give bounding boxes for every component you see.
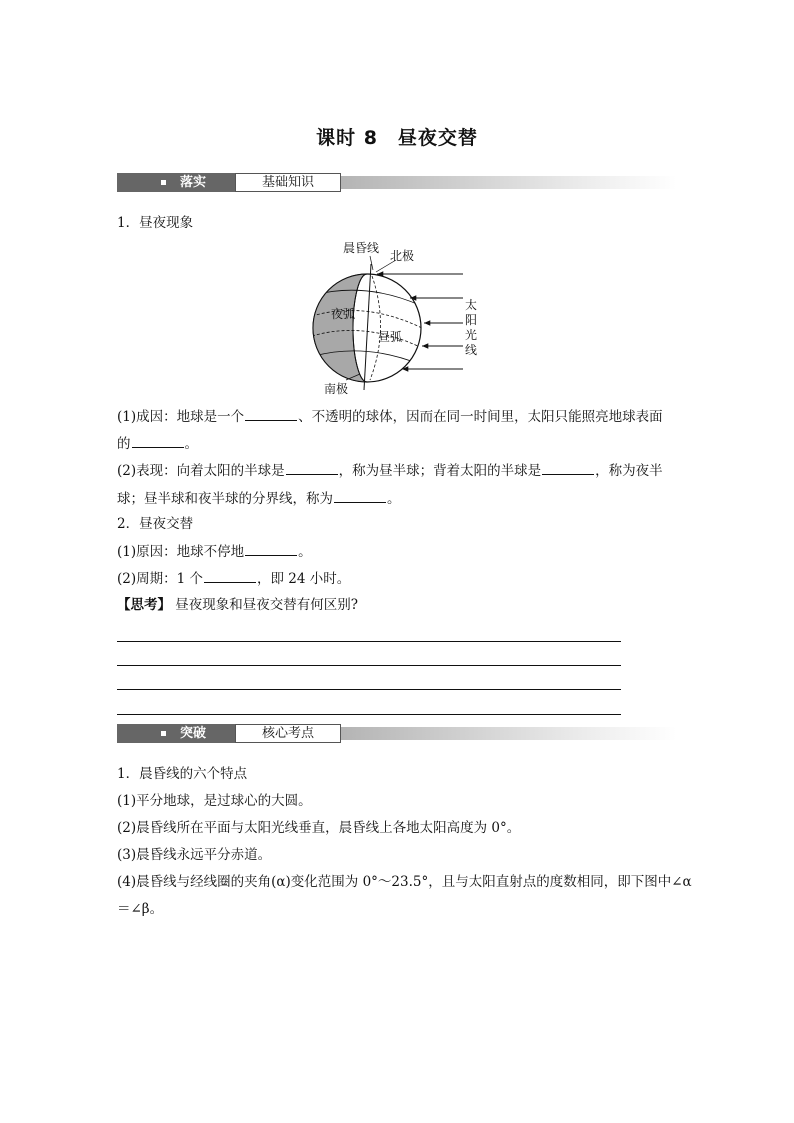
square-icon — [161, 180, 166, 185]
feature-item-4-cont: ＝∠β。 — [117, 901, 164, 917]
section-label: 核心考点 — [235, 724, 341, 743]
page-title: 课时 8 昼夜交替 — [316, 127, 478, 149]
cause-line-2 — [117, 434, 198, 453]
text: 。 — [387, 491, 401, 507]
feature-item-3: (3)晨昏线永远平分赤道。 — [117, 847, 272, 863]
text: (2)周期：1 个 — [117, 571, 204, 587]
section-tag-box — [117, 173, 235, 192]
label-sun-3: 光 — [465, 328, 478, 342]
section-tag: 突破 — [180, 726, 207, 741]
text: (1)原因：地球不停地 — [117, 544, 245, 560]
label-sun-2: 阳 — [465, 313, 478, 327]
header-gradient — [341, 176, 677, 189]
show-line-2 — [117, 489, 401, 508]
text: 的 — [117, 436, 131, 452]
section-tag-box — [117, 724, 235, 743]
think-line — [117, 596, 358, 614]
fill-blank[interactable] — [334, 489, 386, 503]
text: 。 — [184, 436, 198, 452]
header-gradient — [341, 727, 677, 740]
feature-item-1: (1)平分地球，是过球心的大圆。 — [117, 793, 312, 809]
text: 。 — [298, 544, 312, 560]
square-icon — [161, 731, 166, 736]
label-south-pole: 南极 — [324, 382, 349, 396]
feature-item-4: (4)晨昏线与经线圈的夹角(α)变化范围为 0°～23.5°，且与太阳直射点的度数相同，即下图中∠α — [117, 874, 692, 890]
think-tag: 【思考】 — [117, 597, 171, 613]
day-night-diagram — [300, 238, 500, 398]
answer-line[interactable] — [117, 641, 621, 642]
label-terminator: 晨昏线 — [343, 241, 380, 255]
cause-line-1 — [117, 407, 663, 426]
fill-blank[interactable] — [542, 461, 594, 475]
text: ，称为昼半球；背着太阳的半球是 — [338, 463, 542, 479]
period-line — [117, 569, 350, 588]
section-tag: 落实 — [180, 175, 207, 190]
heading-day-night: 1．昼夜现象 — [117, 215, 194, 231]
label-night-arc: 夜弧 — [331, 307, 356, 321]
answer-line[interactable] — [117, 689, 621, 690]
text: (1)成因：地球是一个 — [117, 409, 245, 425]
text: 球；昼半球和夜半球的分界线，称为 — [117, 491, 333, 507]
heading-terminator-features: 1．晨昏线的六个特点 — [117, 766, 248, 782]
text: ，即 24 小时。 — [257, 571, 351, 587]
section-header-basics — [117, 173, 677, 192]
label-day-arc: 昼弧 — [378, 330, 403, 344]
fill-blank[interactable] — [286, 461, 338, 475]
section-label: 基础知识 — [235, 173, 341, 192]
think-text: 昼夜现象和昼夜交替有何区别? — [175, 597, 359, 613]
reason-line — [117, 542, 312, 561]
text: ，称为夜半 — [595, 463, 663, 479]
fill-blank[interactable] — [245, 542, 297, 556]
text: (2)表现：向着太阳的半球是 — [117, 463, 285, 479]
label-north-pole: 北极 — [390, 249, 415, 263]
fill-blank[interactable] — [245, 407, 297, 421]
section-header-key-points — [117, 724, 677, 743]
feature-item-2: (2)晨昏线所在平面与太阳光线垂直，晨昏线上各地太阳高度为 0°。 — [117, 820, 521, 836]
heading-alternation: 2．昼夜交替 — [117, 516, 194, 532]
show-line-1 — [117, 461, 663, 480]
answer-line[interactable] — [117, 714, 621, 715]
fill-blank[interactable] — [204, 569, 256, 583]
text: 、不透明的球体，因而在同一时间里，太阳只能照亮地球表面 — [298, 409, 663, 425]
label-sun-4: 线 — [465, 343, 478, 357]
fill-blank[interactable] — [132, 434, 184, 448]
answer-line[interactable] — [117, 665, 621, 666]
label-sun-1: 太 — [465, 298, 478, 312]
